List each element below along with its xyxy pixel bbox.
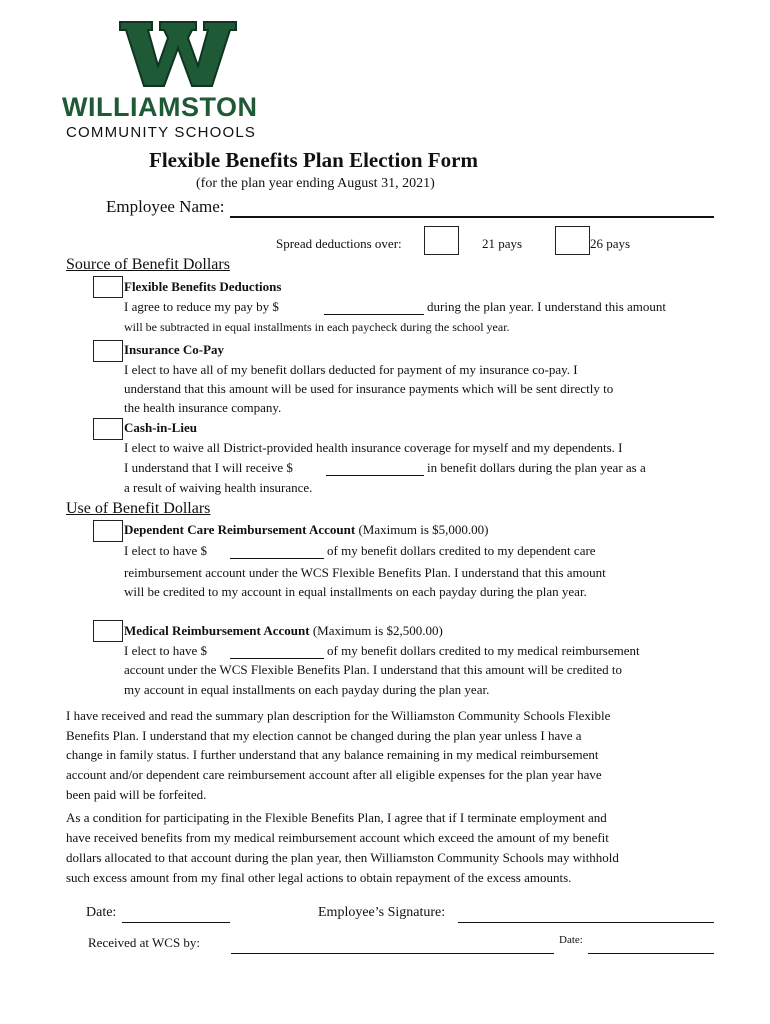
logo-name-line1: WILLIAMSTON xyxy=(62,92,258,122)
cash-line3: a result of waiving health insurance. xyxy=(124,480,313,495)
condition-paragraph-line: have received benefits from my medical reimbursement account which exceed the amount of my benefit xyxy=(66,830,609,845)
medical-amount-field[interactable] xyxy=(230,643,324,659)
dependent-line1-a: I elect to have $ xyxy=(124,543,208,558)
medical-title: Medical Reimbursement Account xyxy=(124,623,310,638)
source-heading: Source of Benefit Dollars xyxy=(66,256,230,273)
insurance-line1: I elect to have all of my benefit dollars deducted for payment of my insurance co-pay. I xyxy=(124,362,578,377)
medical-line2: account under the WCS Flexible Benefits Plan. I understand that this amount will be credited to xyxy=(124,662,622,677)
checkbox-cash-in-lieu[interactable] xyxy=(93,418,123,440)
checkbox-21-pays[interactable] xyxy=(424,226,459,255)
dependent-line3: will be credited to my account in equal installments on each payday during the plan year. xyxy=(124,584,587,599)
condition-paragraph-line: dollars allocated to that account during the plan year, then Williamston Community Schools may withhold xyxy=(66,850,619,865)
date2-label: Date: xyxy=(559,934,583,946)
agreement-paragraph-line: change in family status. I further understand that any balance remaining in my medical reimbursement xyxy=(66,747,599,762)
received-label: Received at WCS by: xyxy=(88,935,201,950)
insurance-line3: the health insurance company. xyxy=(124,400,282,415)
medical-line3: my account in equal installments on each payday during the plan year. xyxy=(124,682,490,697)
flex-line1-b: during the plan year. I understand this amount xyxy=(427,299,667,314)
use-heading: Use of Benefit Dollars xyxy=(66,500,211,517)
medical-max: (Maximum is $2,500.00) xyxy=(309,623,443,638)
flex-line2: will be subtracted in equal installments in each paycheck during the school year. xyxy=(124,320,510,334)
date-field[interactable] xyxy=(122,906,230,923)
agreement-paragraph-line: Benefits Plan. I understand that my election cannot be changed during the plan year unless I have a xyxy=(66,728,582,743)
w-monogram-icon xyxy=(118,18,238,90)
condition-paragraph-line: such excess amount from my final other legal actions to obtain repayment of the excess amounts. xyxy=(66,870,572,885)
dependent-max: (Maximum is $5,000.00) xyxy=(355,522,489,537)
date2-field[interactable] xyxy=(588,937,714,954)
checkbox-flex-deductions[interactable] xyxy=(93,276,123,298)
received-by-field[interactable] xyxy=(231,937,554,954)
insurance-title: Insurance Co-Pay xyxy=(124,342,225,357)
dependent-amount-field[interactable] xyxy=(230,543,324,559)
flex-title: Flexible Benefits Deductions xyxy=(124,279,282,294)
agreement-paragraph-line: been paid will be forfeited. xyxy=(66,787,207,802)
school-logo xyxy=(62,18,290,140)
option-21-pays: 21 pays xyxy=(482,236,523,251)
spread-label: Spread deductions over: xyxy=(276,236,402,251)
dependent-line2: reimbursement account under the WCS Flexible Benefits Plan. I understand that this amount xyxy=(124,565,606,580)
flex-amount-field[interactable] xyxy=(324,299,424,315)
logo-name-line2: COMMUNITY SCHOOLS xyxy=(66,124,257,141)
employee-name-label: Employee Name: xyxy=(106,197,225,216)
dependent-title: Dependent Care Reimbursement Account xyxy=(124,522,356,537)
cash-amount-field[interactable] xyxy=(326,460,424,476)
cash-title: Cash-in-Lieu xyxy=(124,420,197,435)
agreement-paragraph-line: account and/or dependent care reimbursement account after all eligible expenses for the plan year have xyxy=(66,767,602,782)
checkbox-26-pays[interactable] xyxy=(555,226,590,255)
checkbox-medical-reimbursement[interactable] xyxy=(93,620,123,642)
medical-line1-b: of my benefit dollars credited to my medical reimbursement xyxy=(327,643,640,658)
agreement-paragraph-line: I have received and read the summary plan description for the Williamston Community Schools Flexible xyxy=(66,708,611,723)
date-label: Date: xyxy=(86,905,117,920)
checkbox-insurance-copay[interactable] xyxy=(93,340,123,362)
signature-field[interactable] xyxy=(458,906,714,923)
form-title: Flexible Benefits Plan Election Form xyxy=(149,148,478,172)
medical-title-line xyxy=(124,623,443,639)
dependent-line1-b: of my benefit dollars credited to my dependent care xyxy=(327,543,596,558)
condition-paragraph-line: As a condition for participating in the Flexible Benefits Plan, I agree that if I terminate employment and xyxy=(66,810,607,825)
cash-line2-a: I understand that I will receive $ xyxy=(124,460,293,475)
employee-name-field[interactable] xyxy=(230,200,714,218)
cash-line1: I elect to waive all District-provided health insurance coverage for myself and my dependents. I xyxy=(124,440,623,455)
insurance-line2: understand that this amount will be used for insurance payments which will be sent directly to xyxy=(124,381,614,396)
option-26-pays: 26 pays xyxy=(590,236,631,251)
signature-label: Employee’s Signature: xyxy=(318,905,446,920)
form-subtitle: (for the plan year ending August 31, 2021) xyxy=(196,176,435,191)
cash-line2-b: in benefit dollars during the plan year as a xyxy=(427,460,646,475)
flex-line1-a: I agree to reduce my pay by $ xyxy=(124,299,279,314)
dependent-title-line xyxy=(124,522,488,538)
medical-line1-a: I elect to have $ xyxy=(124,643,208,658)
checkbox-dependent-care[interactable] xyxy=(93,520,123,542)
